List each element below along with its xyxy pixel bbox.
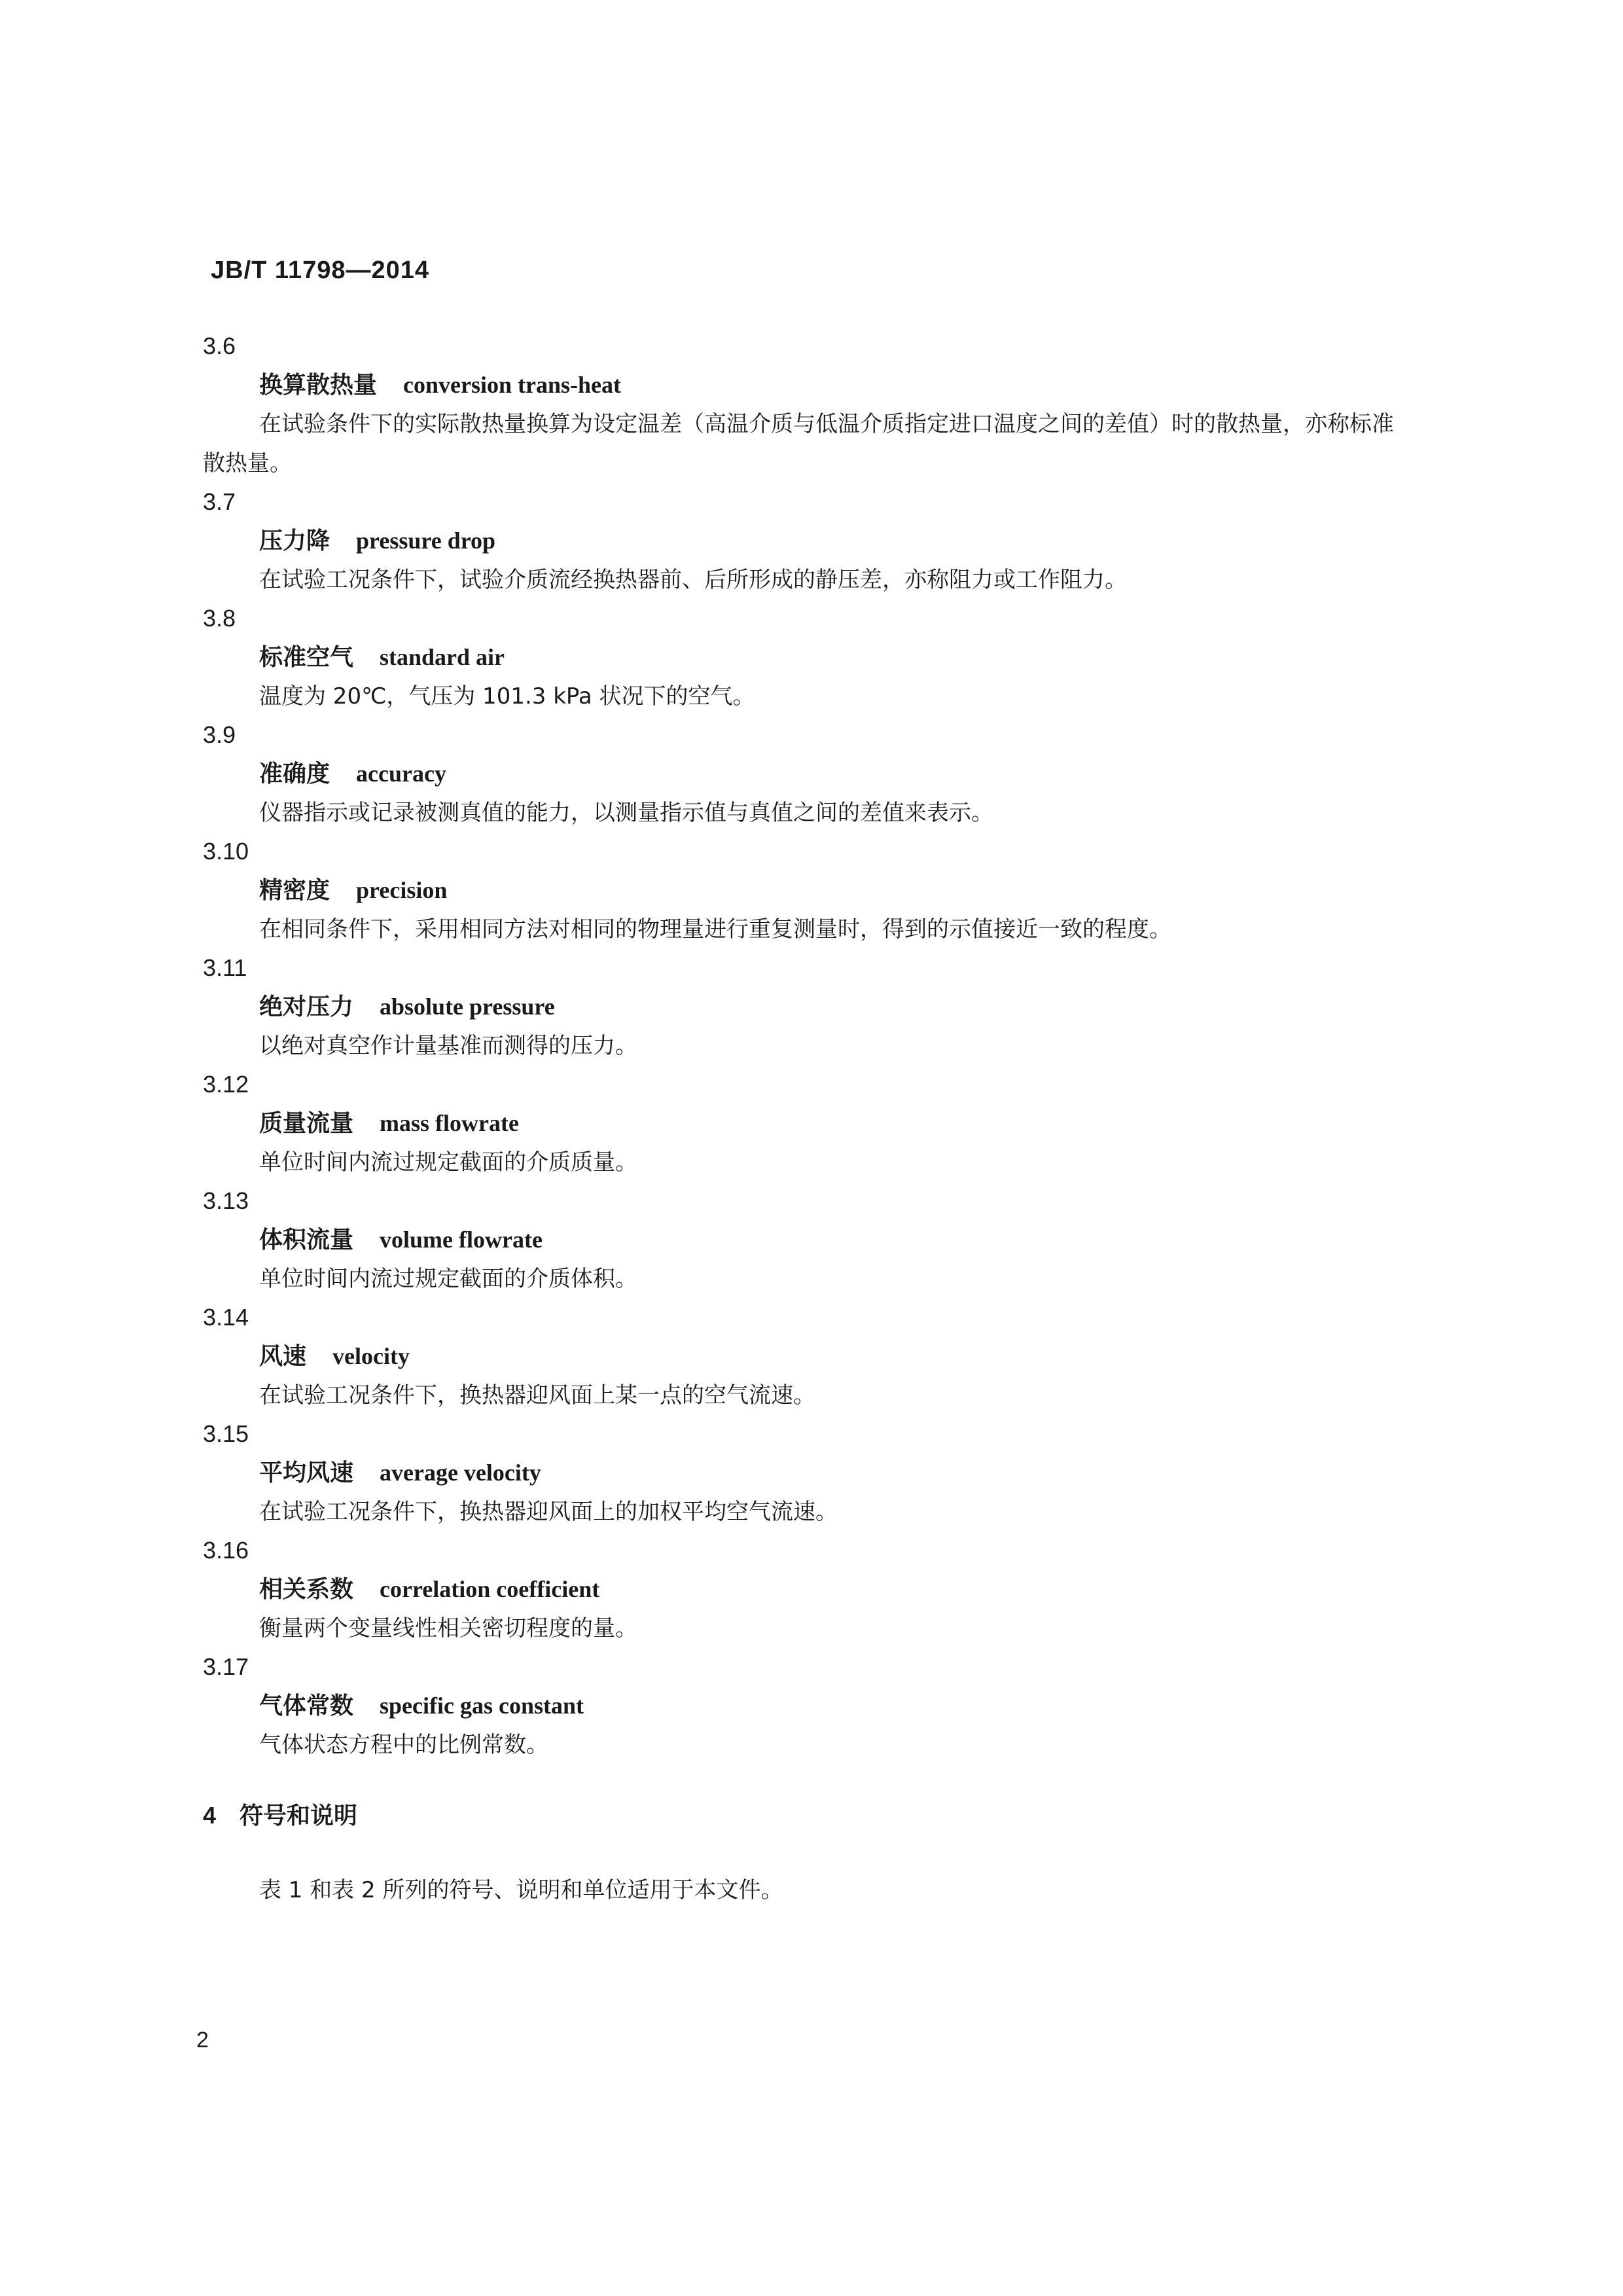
entry-term <box>203 521 1446 560</box>
entry-number: 3.9 <box>203 721 236 748</box>
section-heading <box>203 1797 357 1831</box>
term-chinese: 压力降 <box>259 528 330 554</box>
term-english: accuracy <box>356 761 446 787</box>
entry-term <box>203 637 1446 677</box>
term-english: absolute pressure <box>380 994 555 1020</box>
term-entry <box>203 483 1446 600</box>
entry-number: 3.6 <box>203 332 236 359</box>
term-chinese: 体积流量 <box>259 1227 354 1253</box>
term-entries <box>203 327 1446 1765</box>
term-chinese: 气体常数 <box>259 1693 354 1719</box>
term-english: average velocity <box>380 1460 541 1486</box>
entry-term <box>203 365 1446 404</box>
term-definition: 温度为 20℃，气压为 101.3 kPa 状况下的空气。 <box>259 683 755 709</box>
term-english: specific gas constant <box>380 1693 584 1719</box>
term-definition: 在试验工况条件下，换热器迎风面上的加权平均空气流速。 <box>259 1499 838 1525</box>
entry-term <box>203 987 1446 1026</box>
term-english: standard air <box>380 644 505 670</box>
page-number: 2 <box>196 2028 209 2053</box>
term-entry <box>203 716 1446 833</box>
entry-term <box>203 1453 1446 1492</box>
entry-number: 3.15 <box>203 1420 249 1447</box>
section-body-text: 表 1 和表 2 所列的符号、说明和单位适用于本文件。 <box>259 1877 783 1903</box>
entry-number: 3.13 <box>203 1187 249 1214</box>
entry-term <box>203 754 1446 793</box>
term-entry <box>203 1182 1446 1299</box>
term-definition: 在试验工况条件下，换热器迎风面上某一点的空气流速。 <box>259 1382 815 1408</box>
term-definition: 在试验条件下的实际散热量换算为设定温差（高温介质与低温介质指定进口温度之间的差值）时的散热量，亦称标准散热量。 <box>203 411 1394 476</box>
term-chinese: 相关系数 <box>259 1576 354 1603</box>
standard-code: JB/T 11798—2014 <box>211 257 430 284</box>
entry-number: 3.10 <box>203 838 249 865</box>
term-entry <box>203 1648 1446 1765</box>
term-english: correlation coefficient <box>380 1576 600 1602</box>
term-definition: 气体状态方程中的比例常数。 <box>259 1732 548 1758</box>
term-entry <box>203 600 1446 716</box>
section-number: 4 <box>203 1802 217 1829</box>
entry-number: 3.17 <box>203 1653 249 1680</box>
term-definition: 仪器指示或记录被测真值的能力，以测量指示值与真值之间的差值来表示。 <box>259 800 993 826</box>
entry-number: 3.11 <box>203 954 247 981</box>
entry-number: 3.12 <box>203 1071 249 1098</box>
term-english: volume flowrate <box>380 1227 543 1253</box>
term-definition: 以绝对真空作计量基准而测得的压力。 <box>259 1033 637 1059</box>
term-chinese: 标准空气 <box>259 644 354 671</box>
entry-number: 3.16 <box>203 1537 249 1564</box>
term-english: conversion trans-heat <box>403 372 621 398</box>
term-entry <box>203 833 1446 949</box>
term-chinese: 平均风速 <box>259 1460 354 1486</box>
entry-term <box>203 870 1446 910</box>
section-title: 符号和说明 <box>240 1803 358 1829</box>
term-english: precision <box>356 877 448 903</box>
term-definition: 在试验工况条件下，试验介质流经换热器前、后所形成的静压差，亦称阻力或工作阻力。 <box>259 567 1127 593</box>
term-chinese: 换算散热量 <box>259 372 378 399</box>
entry-term <box>203 1220 1446 1259</box>
entry-number: 3.14 <box>203 1304 249 1331</box>
term-chinese: 精密度 <box>259 877 330 904</box>
term-definition: 衡量两个变量线性相关密切程度的量。 <box>259 1615 637 1641</box>
term-entry <box>203 949 1446 1066</box>
entry-term <box>203 1686 1446 1725</box>
term-english: mass flowrate <box>380 1110 519 1136</box>
term-entry <box>203 1415 1446 1532</box>
term-english: pressure drop <box>356 528 496 554</box>
term-definition: 单位时间内流过规定截面的介质体积。 <box>259 1266 637 1292</box>
term-entry <box>203 1299 1446 1415</box>
term-definition: 在相同条件下，采用相同方法对相同的物理量进行重复测量时，得到的示值接近一致的程度。 <box>259 916 1171 942</box>
term-entry <box>203 327 1446 483</box>
term-entry <box>203 1532 1446 1648</box>
entry-number: 3.7 <box>203 488 236 515</box>
term-definition: 单位时间内流过规定截面的介质质量。 <box>259 1149 637 1175</box>
entry-term <box>203 1570 1446 1609</box>
term-chinese: 绝对压力 <box>259 994 354 1020</box>
term-chinese: 准确度 <box>259 761 330 787</box>
term-chinese: 风速 <box>259 1343 307 1370</box>
term-chinese: 质量流量 <box>259 1110 354 1137</box>
term-english: velocity <box>332 1343 410 1369</box>
term-entry <box>203 1066 1446 1182</box>
entry-number: 3.8 <box>203 605 236 632</box>
entry-term <box>203 1336 1446 1376</box>
entry-term <box>203 1103 1446 1143</box>
